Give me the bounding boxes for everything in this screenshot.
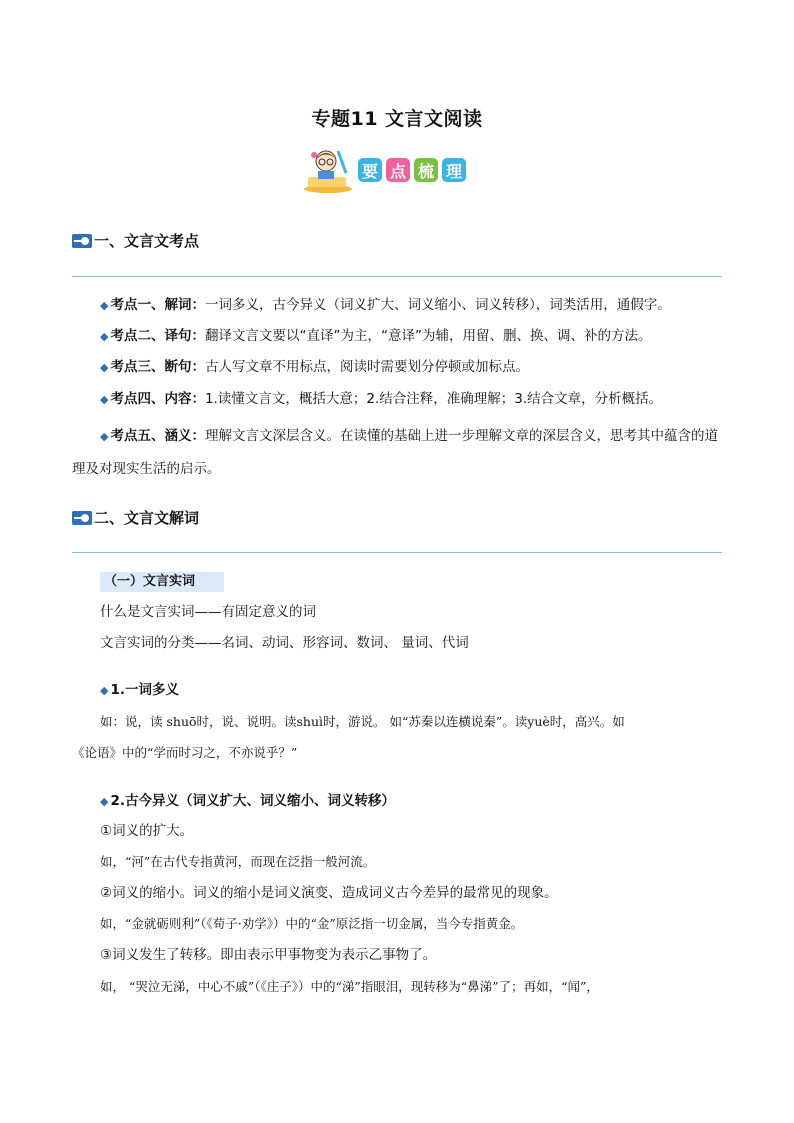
divider xyxy=(72,552,722,553)
polysemy-example-2: 《论语》中的“学而时习之，不亦说乎？” xyxy=(72,745,298,760)
narrowing-example: 如，“金就砺则利”（《荀子·劝学》）中的“金”原泛指一切金属，当今专指黄金。 xyxy=(100,916,524,931)
transfer-example: 如， “哭泣无涕，中心不戚”（《庄子》）中的“涕”指眼泪，现转移为“鼻涕”了；再如，“闻”， xyxy=(100,979,599,994)
diamond-icon: ◆ xyxy=(100,430,109,443)
heading-ancient-modern: ◆ 2.古今异义（词义扩大、词义缩小、词义转移） xyxy=(100,793,395,809)
diamond-icon: ◆ xyxy=(100,393,109,406)
diamond-icon: ◆ xyxy=(100,361,109,374)
diamond-icon: ◆ xyxy=(100,330,109,343)
page-title: 专题11 文言文阅读 xyxy=(311,108,483,130)
tag-char-1: 要 xyxy=(358,158,382,182)
point-1: ◆ 考点一、解词：一词多义，古今异义（词义扩大、词义缩小、词义转移），词类活用，通假字。 xyxy=(100,297,671,313)
student-mascot-icon xyxy=(302,147,354,193)
expansion-line: ①词义的扩大。 xyxy=(100,823,194,839)
section2-title: 二、文言文解词 xyxy=(94,509,200,527)
diamond-icon: ◆ xyxy=(100,795,109,808)
tag-char-3: 梳 xyxy=(414,158,438,182)
diamond-icon: ◆ xyxy=(100,299,109,312)
tag-char-4: 理 xyxy=(442,158,466,182)
diamond-icon: ◆ xyxy=(100,684,109,697)
tag-char-2: 点 xyxy=(386,158,410,182)
point-4: ◆ 考点四、内容：1.读懂文言文，概括大意；2.结合注释，准确理解；3.结合文章，分析概括。 xyxy=(100,391,663,407)
point-3: ◆ 考点三、断句：古人写文章不用标点，阅读时需要划分停顿或加标点。 xyxy=(100,359,529,375)
classification-line: 文言实词的分类——名词、动词、形容词、数词、 量词、代词 xyxy=(100,635,469,651)
definition-line: 什么是文言实词——有固定意义的词 xyxy=(100,604,316,620)
point-2: ◆ 考点二、译句：翻译文言文要以“直译”为主，“意译”为辅，用留、删、换、调、补的方法。 xyxy=(100,328,652,344)
section2-heading xyxy=(72,507,199,528)
narrowing-line: ②词义的缩小。词义的缩小是词义演变、造成词义古今差异的最常见的现象。 xyxy=(100,885,558,901)
polysemy-example-1: 如：说，读 shuō时，说、说明。读shuì时，游说。 如“苏秦以连横说秦”。读yuè时，高兴。如 xyxy=(100,714,625,729)
heading-polysemy: ◆ 1.一词多义 xyxy=(100,682,179,698)
key-points-banner xyxy=(302,146,466,194)
section-marker-icon xyxy=(72,511,92,525)
section1-title: 一、文言文考点 xyxy=(94,232,200,250)
transfer-line: ③词义发生了转移。即由表示甲事物变为表示乙事物了。 xyxy=(100,947,437,963)
section-marker-icon xyxy=(72,234,92,248)
divider xyxy=(72,276,722,277)
subheading-shici: （一）文言实词 xyxy=(100,572,224,592)
point-5: ◆ 考点五、涵义：理解文言文深层含义。在读懂的基础上进一步理解文章的深层含义，思考其中蕴含的道理及对现实生活的启示。 xyxy=(72,428,718,477)
section1-heading xyxy=(72,230,199,251)
expansion-example: 如，“河”在古代专指黄河，而现在泛指一般河流。 xyxy=(100,854,376,869)
